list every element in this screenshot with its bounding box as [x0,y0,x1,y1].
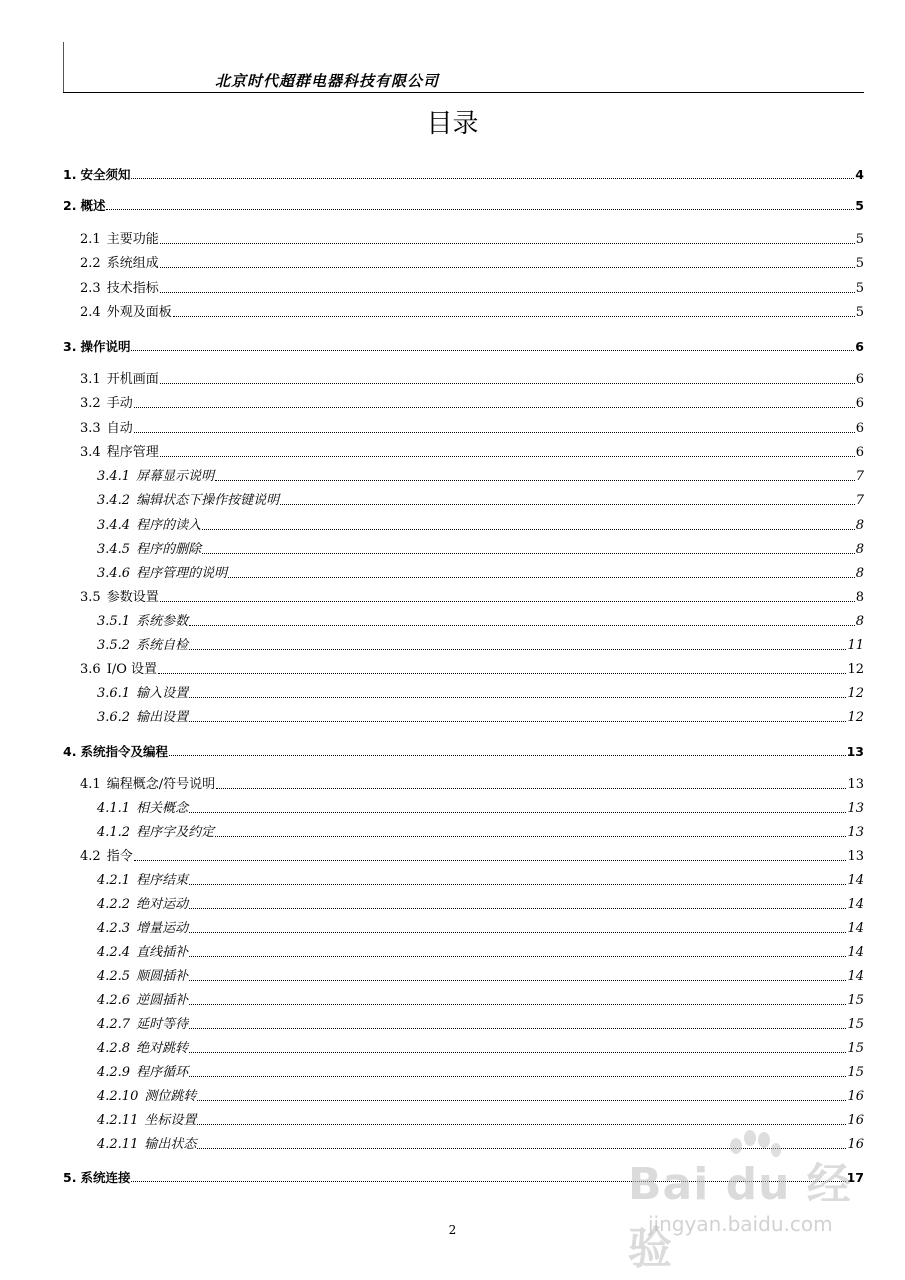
toc-entry[interactable] [80,228,864,248]
toc-entry[interactable] [97,893,864,913]
toc-dot-leader [189,908,846,909]
toc-entry-number: 4.2.10 [97,1089,139,1104]
toc-entry-title: 逆圆插补 [136,993,189,1008]
toc-entry-number: 3.3 [80,421,101,436]
toc-entry[interactable] [97,634,864,654]
toc-entry-number: 2.1 [80,232,101,247]
toc-entry-page: 15 [847,1065,864,1080]
toc-entry-title: 输出状态 [144,1137,197,1152]
toc-entry[interactable] [80,368,864,388]
toc-entry-number: 4.2.9 [97,1065,131,1080]
toc-entry[interactable] [97,610,864,630]
toc-entry-title: 直线插补 [136,945,189,960]
toc-entry-page: 6 [855,339,864,354]
toc-entry-page: 5 [855,232,864,247]
toc-dot-leader [197,1124,846,1125]
toc-dot-leader [202,529,855,530]
toc-entry[interactable] [97,797,864,817]
toc-dot-leader [280,504,855,505]
toc-entry-page: 14 [847,921,864,936]
toc-entry-number: 4.1.1 [97,801,131,816]
toc-entry-title: 系统连接 [80,1170,131,1185]
toc-entry-number: 4.2.11 [97,1113,139,1128]
toc-entry-number: 3.6 [80,662,101,677]
watermark-url: jingyan.baidu.com [648,1212,833,1236]
toc-entry-number: 1. [63,167,77,182]
toc-entry-page: 14 [847,969,864,984]
toc-entry[interactable] [80,392,864,412]
toc-entry-number: 2.4 [80,305,101,320]
toc-entry-number: 3.5.1 [97,614,131,629]
toc-entry[interactable] [97,1109,864,1129]
toc-entry-page: 6 [855,445,864,460]
baidu-watermark [628,1130,878,1274]
toc-entry-page: 5 [855,198,864,213]
toc-entry[interactable] [80,773,864,793]
toc-dot-leader [160,383,855,384]
toc-entry-number: 3.4.5 [97,542,131,557]
header-corner-line [63,42,64,92]
toc-dot-leader [189,625,855,626]
toc-entry[interactable] [97,562,864,582]
toc-entry-title: 系统自检 [136,638,189,653]
toc-entry-title: 自动 [106,421,133,436]
toc-entry[interactable] [97,869,864,889]
toc-dot-leader [106,209,854,210]
toc-entry-page: 16 [847,1089,864,1104]
toc-dot-leader [160,243,855,244]
toc-entry[interactable] [80,417,864,437]
toc-entry-page: 8 [855,518,864,533]
toc-entry[interactable] [80,845,864,865]
toc-entry-page: 15 [847,1017,864,1032]
toc-dot-leader [160,267,855,268]
toc-entry-title: 绝对运动 [136,897,189,912]
toc-entry[interactable] [97,1037,864,1057]
toc-entry-page: 15 [847,1041,864,1056]
toc-entry-page: 6 [855,396,864,411]
toc-entry-title: 编程概念/符号说明 [106,777,216,792]
toc-entry[interactable] [97,965,864,985]
toc-entry-page: 12 [847,686,864,701]
toc-dot-leader [160,601,855,602]
toc-entry-page: 6 [855,421,864,436]
toc-dot-leader [169,755,846,756]
toc-entry-title: 输出设置 [136,710,189,725]
toc-entry-page: 14 [847,897,864,912]
toc-entry-number: 3. [63,339,77,354]
toc-dot-leader [173,316,855,317]
toc-entry-number: 4.2.8 [97,1041,131,1056]
toc-dot-leader [131,350,854,351]
toc-dot-leader [189,649,846,650]
toc-entry[interactable] [97,1085,864,1105]
toc-entry[interactable] [80,252,864,272]
toc-entry-number: 4.2.1 [97,873,131,888]
toc-entry-page: 7 [855,469,864,484]
toc-entry-number: 3.4 [80,445,101,460]
toc-dot-leader [134,432,855,433]
toc-entry[interactable] [97,989,864,1009]
toc-entry[interactable] [97,514,864,534]
toc-entry-number: 4.1.2 [97,825,131,840]
toc-dot-leader [189,932,846,933]
toc-entry[interactable] [80,441,864,461]
toc-entry-title: 程序管理 [106,445,159,460]
toc-entry[interactable] [97,917,864,937]
toc-entry-page: 5 [855,305,864,320]
toc-entry-title: 程序循环 [136,1065,189,1080]
toc-entry-title: 系统参数 [136,614,189,629]
toc-entry-number: 3.5.2 [97,638,131,653]
toc-entry-number: 4.2.3 [97,921,131,936]
toc-entry-page: 13 [847,777,864,792]
toc-entry-page: 8 [855,542,864,557]
toc-dot-leader [189,980,846,981]
toc-entry-title: 系统指令及编程 [80,744,168,759]
toc-entry-title: 增量运动 [136,921,189,936]
toc-entry[interactable] [80,658,864,678]
toc-entry[interactable] [97,1013,864,1033]
toc-entry-number: 4. [63,744,77,759]
toc-entry-page: 12 [847,662,864,677]
toc-entry-title: 程序的读入 [136,518,202,533]
toc-entry-page: 4 [855,167,864,182]
page-title: 目录 [426,109,479,139]
toc-entry[interactable] [97,682,864,702]
toc-entry-title: 操作说明 [80,339,131,354]
toc-entry[interactable] [97,538,864,558]
toc-entry-number: 3.4.1 [97,469,131,484]
toc-dot-leader [189,697,846,698]
toc-entry-page: 13 [847,849,864,864]
toc-entry-title: 屏幕显示说明 [136,469,215,484]
toc-entry-title: 外观及面板 [106,305,172,320]
toc-entry-number: 4.2.11 [97,1137,139,1152]
toc-entry-number: 4.2.7 [97,1017,131,1032]
toc-entry-title: I/O 设置 [106,662,157,677]
toc-entry-number: 3.4.6 [97,566,131,581]
toc-entry-title: 测位跳转 [144,1089,197,1104]
toc-dot-leader [189,1028,846,1029]
toc-entry-page: 14 [847,945,864,960]
toc-dot-leader [215,480,855,481]
toc-entry[interactable] [97,706,864,726]
toc-entry[interactable] [80,586,864,606]
toc-entry[interactable] [63,740,864,760]
toc-dot-leader [228,577,855,578]
toc-entry-number: 4.2.5 [97,969,131,984]
toc-entry-number: 3.4.4 [97,518,131,533]
toc-dot-leader [158,673,846,674]
toc-dot-leader [160,292,855,293]
toc-entry-title: 指令 [106,849,133,864]
toc-entry-title: 概述 [80,198,106,213]
toc-entry-number: 3.6.1 [97,686,131,701]
toc-entry-number: 4.2.2 [97,897,131,912]
toc-dot-leader [189,1004,846,1005]
header-rule [63,92,864,93]
toc-entry-title: 绝对跳转 [136,1041,189,1056]
toc-dot-leader [189,884,846,885]
toc-dot-leader [215,836,846,837]
toc-entry-page: 16 [847,1113,864,1128]
toc-entry[interactable] [97,1061,864,1081]
toc-entry-number: 3.2 [80,396,101,411]
toc-entry[interactable] [97,821,864,841]
toc-entry-title: 程序的删除 [136,542,202,557]
toc-dot-leader [189,812,846,813]
toc-entry-number: 2. [63,198,77,213]
watermark-logo: Bai du 经验 [628,1159,852,1274]
toc-entry-title: 开机画面 [106,372,159,387]
company-name: 北京时代超群电器科技有限公司 [215,72,440,90]
toc-entry-page: 16 [847,1137,864,1152]
toc-dot-leader [160,456,855,457]
toc-entry-page: 13 [847,801,864,816]
toc-entry-page: 8 [855,566,864,581]
toc-entry-page: 7 [855,493,864,508]
toc-entry-number: 5. [63,1170,77,1185]
toc-dot-leader [197,1100,846,1101]
toc-dot-leader [134,860,847,861]
toc-entry-page: 17 [846,1170,864,1185]
toc-entry-page: 13 [847,825,864,840]
toc-entry-title: 参数设置 [106,590,159,605]
toc-entry-title: 顺圆插补 [136,969,189,984]
toc-entry-title: 主要功能 [106,232,159,247]
toc-dot-leader [216,788,846,789]
toc-entry[interactable] [63,163,864,183]
toc-entry[interactable] [63,194,864,214]
toc-entry[interactable] [97,489,864,509]
page-number: 2 [448,1223,457,1237]
toc-entry-title: 输入设置 [136,686,189,701]
toc-entry-number: 4.2 [80,849,101,864]
toc-entry-title: 程序管理的说明 [136,566,228,581]
toc-entry-number: 3.1 [80,372,101,387]
toc-entry-number: 3.4.2 [97,493,131,508]
toc-entry-page: 8 [855,590,864,605]
toc-entry[interactable] [97,941,864,961]
toc-entry-title: 相关概念 [136,801,189,816]
toc-entry-page: 12 [847,710,864,725]
toc-entry[interactable] [63,335,864,355]
toc-entry-number: 4.1 [80,777,101,792]
toc-entry-page: 5 [855,281,864,296]
toc-dot-leader [202,553,855,554]
toc-entry-title: 编辑状态下操作按键说明 [136,493,280,508]
toc-entry-title: 程序字及约定 [136,825,215,840]
toc-entry[interactable] [97,465,864,485]
toc-dot-leader [134,407,855,408]
toc-entry-number: 2.3 [80,281,101,296]
toc-entry-number: 3.6.2 [97,710,131,725]
toc-entry-number: 4.2.4 [97,945,131,960]
toc-entry-number: 4.2.6 [97,993,131,1008]
toc-entry-page: 13 [846,744,864,759]
toc-entry-title: 手动 [106,396,133,411]
toc-entry[interactable] [80,277,864,297]
toc-entry-page: 8 [855,614,864,629]
toc-entry-title: 坐标设置 [144,1113,197,1128]
toc-dot-leader [189,1076,846,1077]
toc-entry-title: 技术指标 [106,281,159,296]
toc-entry-page: 15 [847,993,864,1008]
toc-entry-number: 3.5 [80,590,101,605]
toc-entry-number: 2.2 [80,256,101,271]
toc-entry-title: 程序结束 [136,873,189,888]
toc-dot-leader [189,721,846,722]
toc-entry-page: 11 [847,638,864,653]
toc-entry[interactable] [80,301,864,321]
toc-entry-title: 安全须知 [80,167,131,182]
toc-dot-leader [131,178,854,179]
toc-entry-title: 系统组成 [106,256,159,271]
toc-dot-leader [189,1052,846,1053]
toc-dot-leader [189,956,846,957]
toc-entry-page: 6 [855,372,864,387]
toc-entry-title: 延时等待 [136,1017,189,1032]
toc-entry-page: 14 [847,873,864,888]
toc-entry-page: 5 [855,256,864,271]
